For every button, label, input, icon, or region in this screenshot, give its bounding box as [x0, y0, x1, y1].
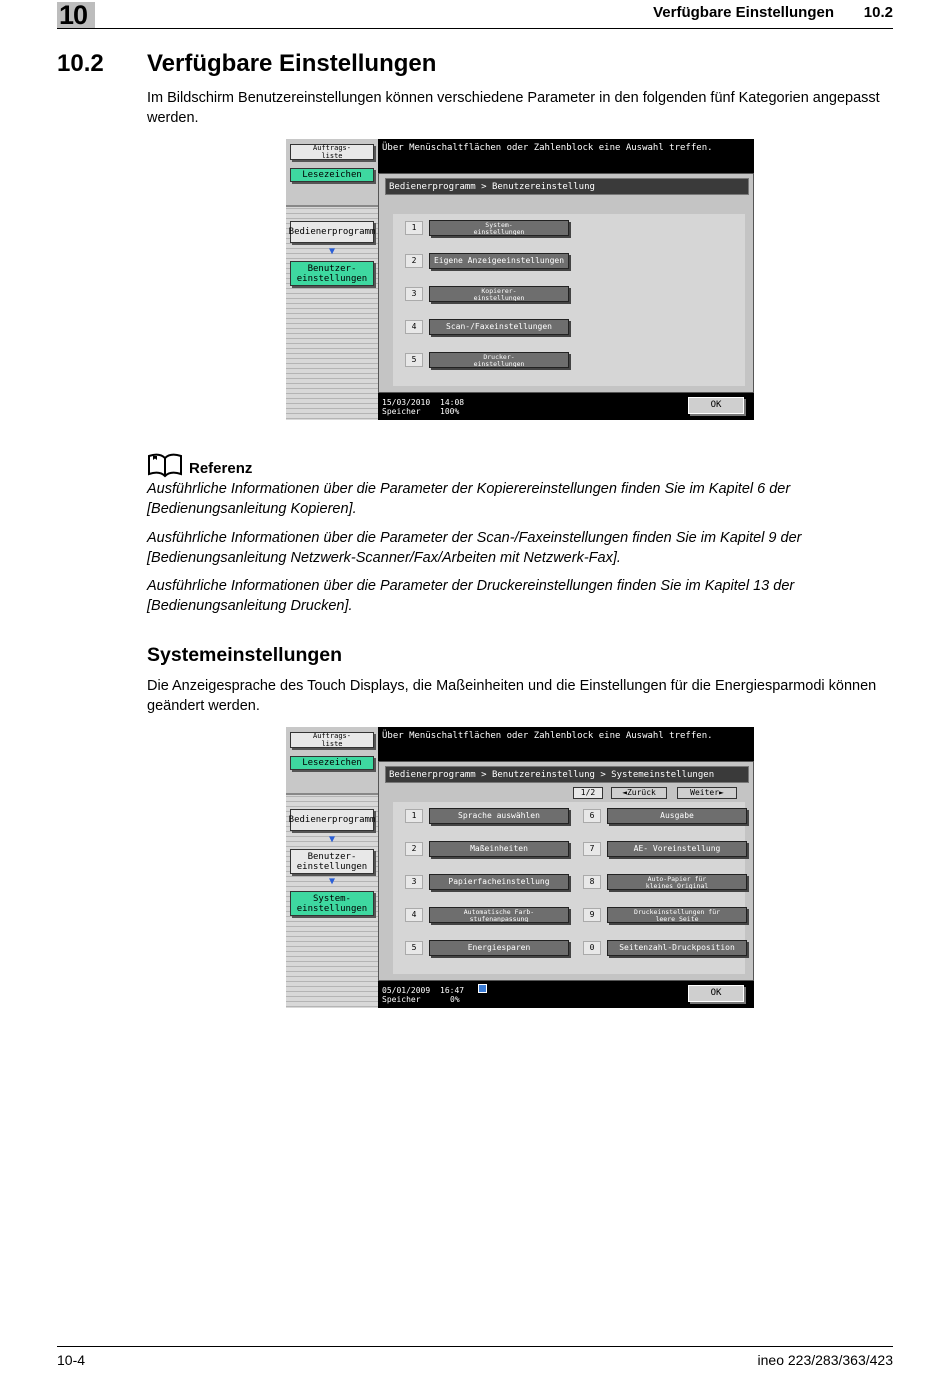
option-ae-preset-button[interactable]: AE- Voreinstellung [607, 841, 747, 857]
breadcrumb: Bedienerprogramm > Benutzereinstellung [385, 178, 749, 195]
page-number: 10-4 [57, 1352, 86, 1368]
bookmark-button[interactable]: Lesezeichen [290, 756, 374, 770]
option-display-settings-button[interactable]: Eigene Anzeigeeinstellungen [429, 253, 569, 269]
option-number: 6 [583, 809, 601, 823]
subsection-title: Systemeinstellungen [147, 644, 343, 666]
book-icon [147, 452, 183, 478]
screenshot-user-settings [286, 139, 754, 420]
option-language-button[interactable]: Sprache auswählen [429, 808, 569, 824]
status-memory-label: Speicher [382, 407, 421, 416]
option-printer-settings-button[interactable]: Drucker- einstellungen [429, 352, 569, 368]
status-bar [378, 981, 754, 1008]
option-copier-settings-button[interactable]: Kopierer- einstellungen [429, 286, 569, 302]
arrow-down-icon: ▼ [328, 246, 336, 257]
status-memory-value: 100% [440, 407, 460, 416]
option-number: 5 [405, 941, 423, 955]
arrow-down-icon: ▼ [328, 834, 336, 845]
option-number: 7 [583, 842, 601, 856]
option-blank-page-button[interactable]: Druckeinstellungen für leere Seite [607, 907, 747, 923]
product-name: ineo 223/283/363/423 [757, 1352, 893, 1368]
message-bar: Über Menüschaltflächen oder Zahlenblock eine Auswahl treffen. [378, 727, 754, 761]
reference-item: Ausführliche Informationen über die Parameter der Druckereinstellungen finden Sie im Kapitel 13 der [Bedienungsanleitung Drucken]. [147, 578, 795, 614]
option-number: 3 [405, 287, 423, 301]
page-indicator: 1/2 [573, 787, 603, 799]
status-date: 05/01/2009 [382, 986, 431, 995]
status-time-memory [440, 986, 464, 1004]
utility-button[interactable]: Bedienerprogramm [290, 221, 374, 243]
status-date: 15/03/2010 [382, 398, 431, 407]
running-header-title: Verfügbare Einstellungen [653, 4, 834, 21]
message-bar: Über Menüschaltflächen oder Zahlenblock eine Auswahl treffen. [378, 139, 754, 173]
back-button[interactable]: ◄Zurück [611, 787, 667, 799]
reference-item: Ausführliche Informationen über die Parameter der Kopierereinstellungen finden Sie im Kapitel 6 der [Bedienungsanleitung Kopieren]. [147, 481, 791, 517]
option-gradation-button[interactable]: Automatische Farb- stufenanpassung [429, 907, 569, 923]
option-number: 2 [405, 254, 423, 268]
job-list-button[interactable]: Auftrags- liste [290, 144, 374, 160]
option-number: 2 [405, 842, 423, 856]
option-number: 4 [405, 320, 423, 334]
chapter-number: 10 [59, 0, 88, 30]
section-intro: Im Bildschirm Benutzereinstellungen können verschiedene Parameter in den folgenden fünf Kategorien angepasst werden. [147, 90, 880, 126]
section-number: 10.2 [57, 50, 104, 77]
status-memory-label: Speicher [382, 995, 421, 1004]
main-panel [378, 761, 754, 981]
status-time: 16:47 [440, 986, 465, 995]
main-panel [378, 173, 754, 393]
user-settings-button[interactable]: Benutzer- einstellungen [290, 849, 374, 874]
arrow-down-icon: ▼ [328, 876, 336, 887]
option-scan-fax-settings-button[interactable]: Scan-/Faxeinstellungen [429, 319, 569, 335]
option-output-button[interactable]: Ausgabe [607, 808, 747, 824]
status-time-memory [440, 398, 464, 416]
option-system-settings-button[interactable]: System- einstellungen [429, 220, 569, 236]
option-page-number-button[interactable]: Seitenzahl-Druckposition [607, 940, 747, 956]
option-number: 1 [405, 221, 423, 235]
option-number: 3 [405, 875, 423, 889]
network-icon [478, 984, 487, 993]
options-panel [393, 214, 745, 386]
reference-label: Referenz [189, 460, 253, 477]
reference-item: Ausführliche Informationen über die Parameter der Scan-/Faxeinstellungen finden Sie im Kapitel 9 der [Bedienungsanleitung Netzwerk-Scanner/Fax/Arbeiten mit Netzwerk-Fax]. [147, 530, 802, 566]
system-settings-button[interactable]: System- einstellungen [290, 891, 374, 916]
job-list-button[interactable]: Auftrags- liste [290, 732, 374, 748]
ok-button[interactable]: OK [688, 985, 744, 1002]
section-title: Verfügbare Einstellungen [147, 50, 437, 77]
header-divider [57, 28, 893, 29]
status-time: 14:08 [440, 398, 465, 407]
option-power-save-button[interactable]: Energiesparen [429, 940, 569, 956]
option-number: 8 [583, 875, 601, 889]
status-memory-value: 0% [450, 995, 460, 1004]
footer-divider [57, 1346, 893, 1347]
option-number: 9 [583, 908, 601, 922]
option-paper-tray-button[interactable]: Papierfacheinstellung [429, 874, 569, 890]
ok-button[interactable]: OK [688, 397, 744, 414]
sidebar [286, 727, 378, 1008]
sidebar [286, 139, 378, 420]
option-number: 4 [405, 908, 423, 922]
option-auto-paper-button[interactable]: Auto-Papier für kleines Original [607, 874, 747, 890]
option-number: 0 [583, 941, 601, 955]
next-button[interactable]: Weiter► [677, 787, 737, 799]
options-panel [393, 802, 745, 974]
bookmark-button[interactable]: Lesezeichen [290, 168, 374, 182]
breadcrumb: Bedienerprogramm > Benutzereinstellung > Systemeinstellungen [385, 766, 749, 783]
option-units-button[interactable]: Maßeinheiten [429, 841, 569, 857]
screenshot-system-settings [286, 727, 754, 1008]
status-bar [378, 393, 754, 420]
subsection-text: Die Anzeigesprache des Touch Displays, die Maßeinheiten und die Einstellungen für die Energiesparmodi können geändert werden. [147, 678, 877, 714]
option-number: 1 [405, 809, 423, 823]
running-header-number: 10.2 [863, 4, 893, 21]
user-settings-button[interactable]: Benutzer- einstellungen [290, 261, 374, 286]
option-number: 5 [405, 353, 423, 367]
utility-button[interactable]: Bedienerprogramm [290, 809, 374, 831]
